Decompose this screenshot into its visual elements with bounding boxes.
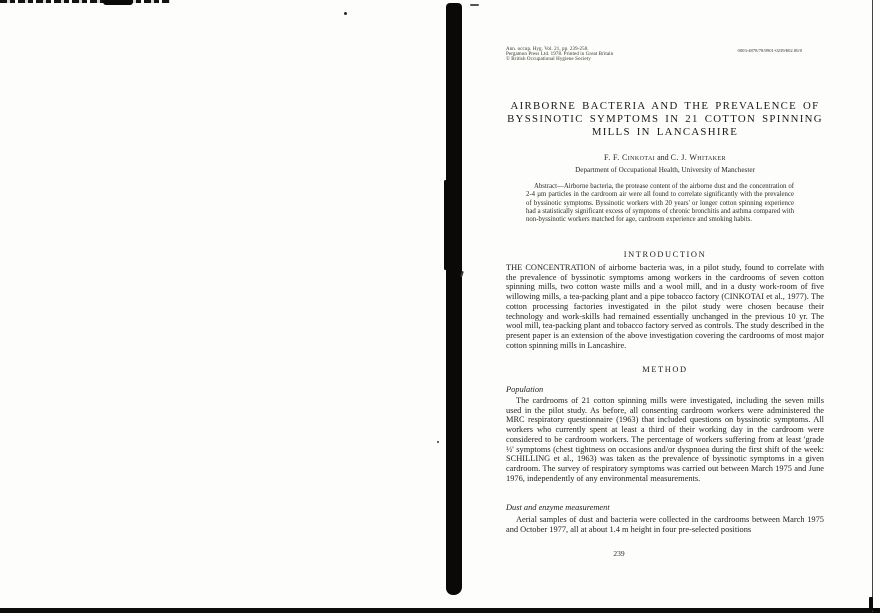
scan-speck <box>470 4 479 6</box>
page-right-edge-tick <box>869 597 873 611</box>
population-paragraph: The cardrooms of 21 cotton spinning mills were investigated, including the seven mills used in the pilot study. As before, all consenting cardroom workers were administered the MRC respiratory questionnaire (1963) that included questions on byssinotic symptoms. All workers who currently spent at least a third of their working day in the cardroom were considered to be cardroom workers. The percentage of workers suffering from at least 'grade ½' symptoms (chest tightness on occasions and/or dyspnoea during the first shift of the week: SCHILLING et al., 1963) was taken as the prevalence of byssinotic symptoms in a given cardroom. The survey of respiratory symptoms was carried out between March 1975 and June 1976, independently of any environmental measurements. <box>506 396 824 483</box>
page-number: 239 <box>613 549 625 558</box>
journal-issn-code: 0003-4878/78/0901-0239/$02.00/0 <box>737 48 802 53</box>
dust-enzyme-paragraph: Aerial samples of dust and bacteria were collected in the cardrooms between March 1975 and October 1977, all at about 1.4 m height in four pre-selected positions <box>506 515 824 534</box>
population-subheading: Population <box>506 385 544 394</box>
journal-citation <box>506 48 613 62</box>
page-right-edge-line <box>872 0 873 612</box>
author-2: C. J. Whitaker <box>670 153 726 162</box>
article-title-line3: MILLS IN LANCASHIRE <box>591 126 739 138</box>
scan-top-edge-artifact <box>0 0 170 3</box>
dust-enzyme-subheading: Dust and enzyme measurement <box>506 503 610 512</box>
scan-bottom-edge-strip <box>0 608 880 613</box>
authors-line <box>506 153 824 162</box>
introduction-heading: INTRODUCTION <box>623 250 707 259</box>
journal-citation-line1: Ann. occup. Hyg. Vol. 21, pp. 239-250. <box>506 47 589 52</box>
scan-top-edge-blob <box>103 0 133 5</box>
journal-citation-line2: Pergamon Press Ltd. 1978. Printed in Great Britain <box>506 51 614 57</box>
scan-speck <box>460 271 464 277</box>
scan-ink-bar-bump <box>444 180 447 270</box>
abstract: Abstract—Airborne bacteria, the protease content of the airborne dust and the concentration of 2-4 µm particles in the cardroom air were all found to correlate significantly with the prevalence of byssinotic symptoms. Byssinotic workers with 20 years' or longer cotton spinning experience had a statistically significant excess of symptoms of chronic bronchitis and asthma compared with non-byssinotic workers matched for age, cardroom experience and smoking habits. <box>526 183 794 224</box>
introduction-paragraph: THE CONCENTRATION of airborne bacteria was, in a pilot study, found to correlate with the prevalence of byssinotic symptoms among workers in the cardrooms of seven cotton spinning mills, two cotton waste mills and a wool mill, and in a dusty work-room of five willowing mills, a tea-packing plant and a pipe tobacco factory (CINKOTAI et al., 1977). The cotton processing factories investigated in the pilot study were chosen because their technology and work-skills had remained essentially unchanged in the previous 10 yr. The wool mill, tea-packing plant and tobacco factory served as controls. The study described in the present paper is an extension of the above investigation covering the cardrooms of most major cotton spinning mills in Lancashire. <box>506 263 824 350</box>
affiliation: Department of Occupational Health, University of Manchester <box>575 166 755 174</box>
journal-citation-line3: © British Occupational Hygiene Society <box>506 56 591 62</box>
method-heading: METHOD <box>642 365 688 374</box>
article-title <box>506 100 824 139</box>
article-title-line2: BYSSINOTIC SYMPTOMS IN 21 COTTON SPINNING <box>507 113 823 125</box>
article-title-line1: AIRBORNE BACTERIA AND THE PREVALENCE OF <box>510 100 820 112</box>
scan-speck <box>344 12 347 15</box>
scan-speck <box>437 441 439 443</box>
author-1: F. F. Cinkotai <box>604 153 656 162</box>
scan-ink-bar <box>446 3 462 595</box>
journal-header <box>506 48 824 62</box>
author-separator: and <box>655 153 671 162</box>
